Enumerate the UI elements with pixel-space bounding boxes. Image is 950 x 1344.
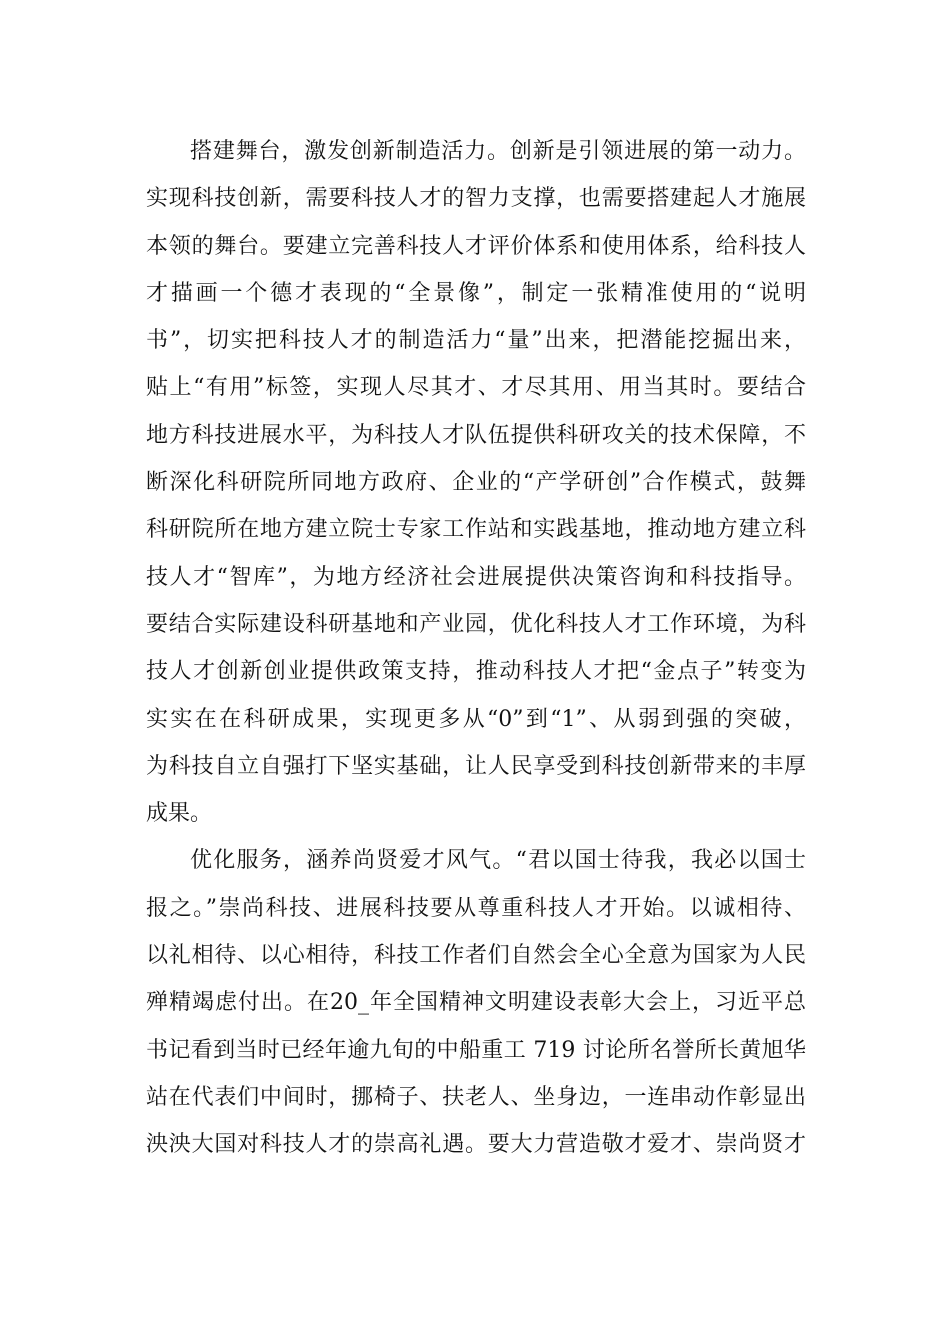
paragraph-1-line-9: 科研院所在地方建立院士专家工作站和实践基地，推动地方建立科 bbox=[146, 517, 806, 543]
paragraph-1-line-13: 实实在在科研成果，实现更多从“0”到“1”、从弱到强的突破， bbox=[146, 706, 806, 732]
paragraph-2-line-2: 报之。”崇尚科技、进展科技要从尊重科技人才开始。以诚相待、 bbox=[146, 895, 806, 921]
paragraph-2-line-7: 泱泱大国对科技人才的崇高礼遇。要大力营造敬才爱才、崇尚贤才 bbox=[146, 1132, 806, 1158]
body-text bbox=[146, 128, 806, 1169]
paragraph-1-line-12: 技人才创新创业提供政策支持，推动科技人才把“金点子”转变为 bbox=[146, 659, 806, 685]
paragraph-1-line-15: 成果。 bbox=[146, 801, 213, 827]
paragraph-1-line-7: 地方科技进展水平，为科技人才队伍提供科研攻关的技术保障，不 bbox=[146, 422, 806, 448]
paragraph-1-line-5: 书”，切实把科技人才的制造活力“量”出来，把潜能挖掘出来， bbox=[146, 328, 806, 354]
paragraph-1-line-4: 才描画一个德才表现的“全景像”，制定一张精准使用的“说明 bbox=[146, 280, 806, 306]
paragraph-1-line-8: 断深化科研院所同地方政府、企业的“产学研创”合作模式，鼓舞 bbox=[146, 470, 806, 496]
paragraph-1-line-14: 为科技自立自强打下坚实基础，让人民享受到科技创新带来的丰厚 bbox=[146, 753, 806, 779]
paragraph-1-line-6: 贴上“有用”标签，实现人尽其才、才尽其用、用当其时。要结合 bbox=[146, 375, 806, 401]
paragraph-1-line-11: 要结合实际建设科研基地和产业园，优化科技人才工作环境，为科 bbox=[146, 611, 806, 637]
paragraph-2-line-1: 优化服务，涵养尚贤爱才风气。“君以国士待我，我必以国士 bbox=[190, 848, 806, 874]
paragraph-1-line-1: 搭建舞台，激发创新制造活力。创新是引领进展的第一动力。 bbox=[190, 139, 806, 164]
paragraph-1-line-3: 本领的舞台。要建立完善科技人才评价体系和使用体系，给科技人 bbox=[146, 233, 806, 259]
paragraph-1-line-2: 实现科技创新，需要科技人才的智力支撑，也需要搭建起人才施展 bbox=[146, 186, 806, 212]
paragraph-2-line-5: 书记看到当时已经年逾九旬的中船重工 719 讨论所名誉所长黄旭华 bbox=[146, 1037, 806, 1063]
paragraph-2-line-6: 站在代表们中间时，挪椅子、扶老人、坐身边，一连串动作彰显出 bbox=[146, 1084, 806, 1110]
paragraph-1-line-10: 技人才“智库”，为地方经济社会进展提供决策咨询和科技指导。 bbox=[146, 564, 806, 590]
paragraph-2-line-4: 殚精竭虑付出。在20_年全国精神文明建设表彰大会上，习近平总 bbox=[146, 990, 806, 1016]
paragraph-2-line-3: 以礼相待、以心相待，科技工作者们自然会全心全意为国家为人民 bbox=[146, 943, 806, 969]
